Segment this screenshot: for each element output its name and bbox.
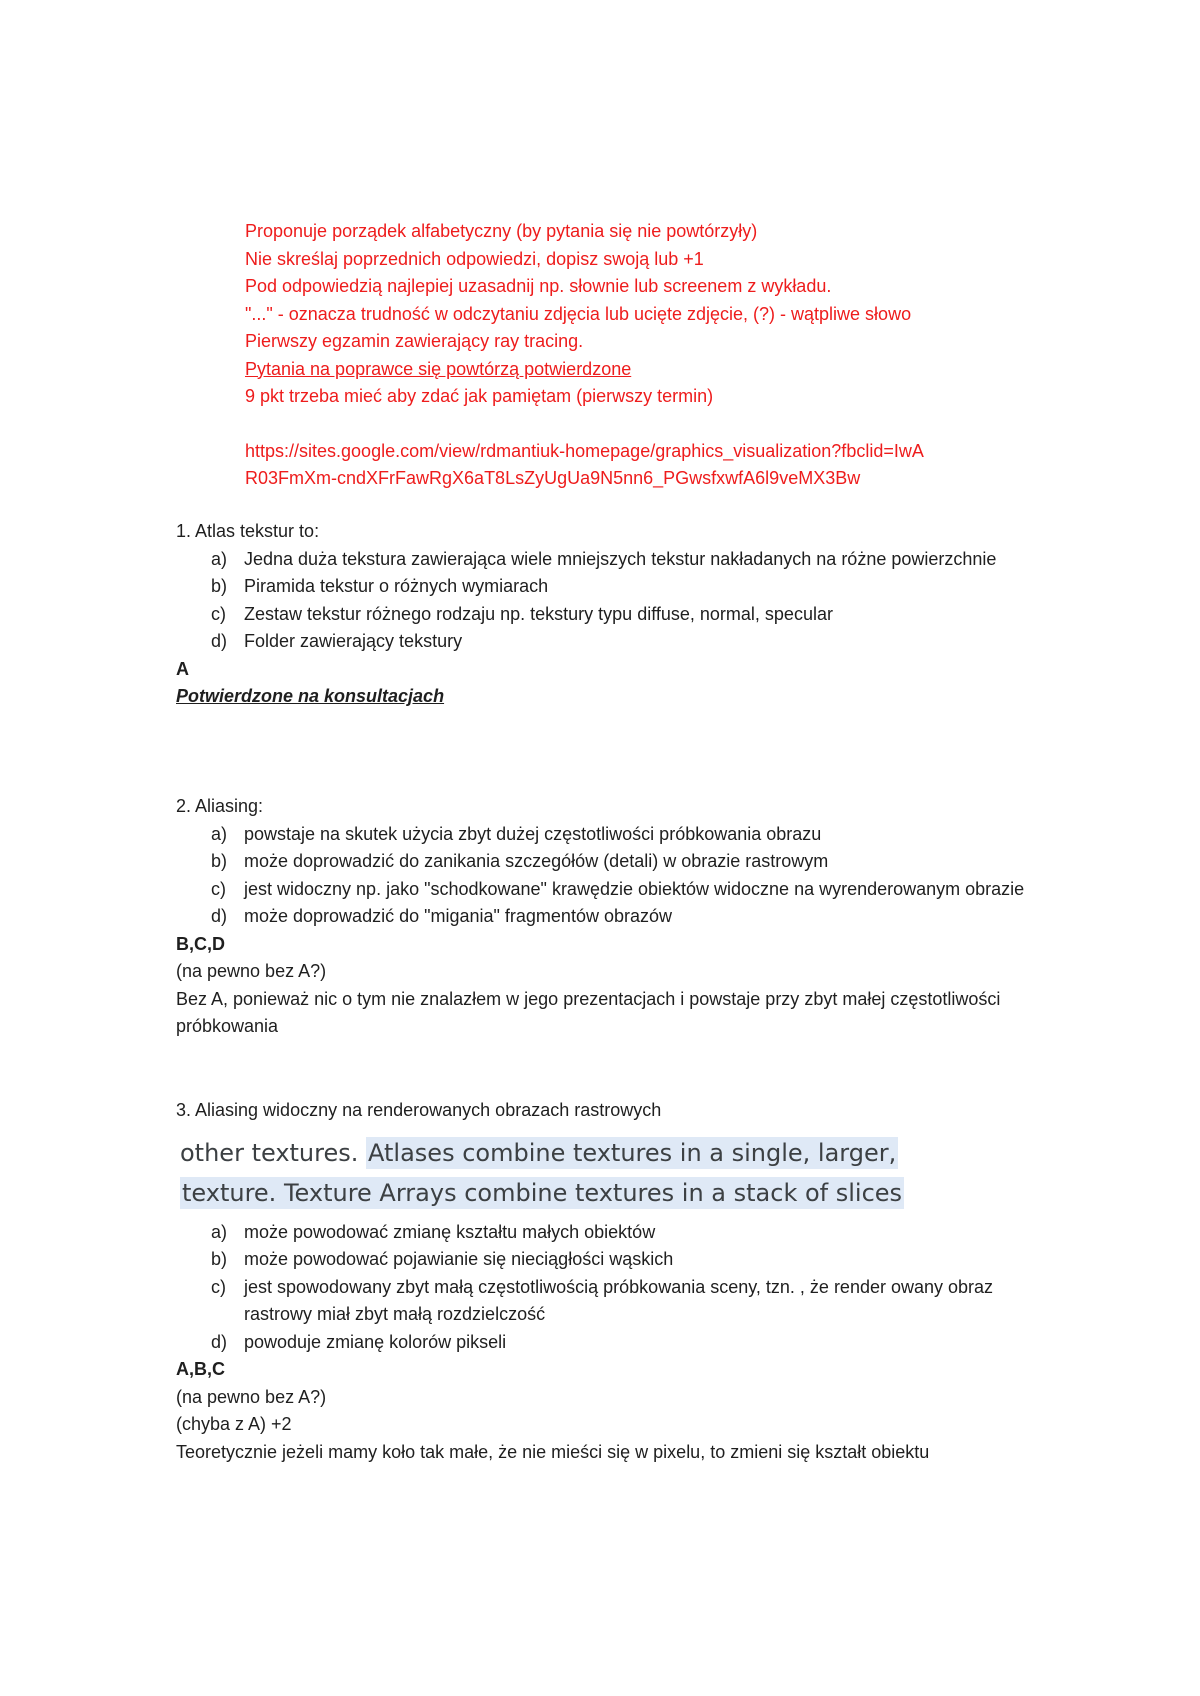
option-item xyxy=(176,876,1056,904)
screenshot-highlighted-text: Atlases combine textures in a single, larger, xyxy=(368,1138,897,1167)
option-item xyxy=(176,1274,1056,1329)
option-label: d) xyxy=(211,1331,228,1352)
option-item xyxy=(176,821,1056,849)
option-label: b) xyxy=(211,576,228,596)
option-text: jest widoczny np. jako "schodkowane" krawędzie obiektów widoczne na wyrenderowanym obrazie xyxy=(244,878,1025,899)
screenshot-line xyxy=(180,1173,960,1213)
explanation-text: Teoretycznie jeżeli mamy koło tak małe, że nie mieści się w pixelu, to zmieni się kształt obiektu xyxy=(176,1441,930,1462)
option-label: c) xyxy=(211,603,226,624)
option-label: a) xyxy=(211,823,228,844)
option-label: c) xyxy=(211,1276,226,1297)
option-text: powoduje zmianę kolorów pikseli xyxy=(244,1331,507,1352)
course-link[interactable]: https://sites.google.com/view/rdmantiuk-homepage/graphics_visualization?fbclid=IwA xyxy=(245,440,924,461)
option-text: może doprowadzić do "migania" fragmentów obrazów xyxy=(244,906,672,926)
intro-line: Pod odpowiedzią najlepiej uzasadnij np. słownie lub screenem z wykładu. xyxy=(245,276,832,296)
course-link-continued[interactable]: R03FmXm-cndXFrFawRgX6aT8LsZyUgUa9N5nn6_PGwsfxwfA6l9veMX3Bw xyxy=(245,468,861,488)
option-item xyxy=(176,903,1056,931)
option-item xyxy=(176,1246,1056,1274)
option-text: Piramida tekstur o różnych wymiarach xyxy=(244,576,549,596)
answer-text: A,B,C xyxy=(176,1359,225,1379)
intro-line: Pierwszy egzamin zawierający ray tracing. xyxy=(245,331,584,351)
question-title: 1. Atlas tekstur to: xyxy=(176,521,320,541)
question-2 xyxy=(176,793,1056,1041)
option-label: d) xyxy=(211,906,228,926)
screenshot-plain-text: other textures. xyxy=(180,1138,367,1167)
option-label: d) xyxy=(211,631,228,651)
option-item xyxy=(176,573,1056,601)
option-text: Jedna duża tekstura zawierająca wiele mniejszych tekstur nakładanych na różne powierzchnie xyxy=(244,548,997,569)
option-label: a) xyxy=(211,548,228,569)
intro-line: Nie skreślaj poprzednich odpowiedzi, dopisz swoją lub +1 xyxy=(245,248,704,269)
intro-line: "..." - oznacza trudność w odczytaniu zdjęcia lub ucięte zdjęcie, (?) - wątpliwe słowo xyxy=(245,303,912,324)
question-3 xyxy=(176,1097,1056,1466)
option-label: b) xyxy=(211,851,228,871)
option-label: c) xyxy=(211,878,226,899)
confirmed-note: Potwierdzone na konsultacjach xyxy=(176,686,445,706)
intro-line-underlined: Pytania na poprawce się powtórzą potwierdzone xyxy=(245,358,632,379)
option-item xyxy=(176,601,1056,629)
question-1 xyxy=(176,518,1056,711)
option-item xyxy=(176,848,1056,876)
explanation-text: Bez A, ponieważ nic o tym nie znalazłem w jego prezentacjach i powstaje przy zbyt małej częstotliwości próbkowania xyxy=(176,988,1001,1036)
option-list xyxy=(176,1219,1056,1357)
question-title: 2. Aliasing: xyxy=(176,796,264,816)
option-text: może doprowadzić do zanikania szczegółów (detali) w obrazie rastrowym xyxy=(244,851,829,871)
answer-text: B,C,D xyxy=(176,933,225,954)
option-label: a) xyxy=(211,1221,228,1242)
screenshot-highlighted-text: texture. Texture Arrays combine textures in a stack of slices xyxy=(182,1178,903,1207)
option-text: może powodować pojawianie się nieciągłości wąskich xyxy=(244,1249,674,1269)
option-text: może powodować zmianę kształtu małych obiektów xyxy=(244,1221,656,1242)
note-text: (na pewno bez A?) xyxy=(176,961,327,981)
option-list xyxy=(176,821,1056,931)
option-text: Zestaw tekstur różnego rodzaju np. tekstury typu diffuse, normal, specular xyxy=(244,603,833,624)
option-item xyxy=(176,628,1056,656)
option-item xyxy=(176,1329,1056,1357)
option-item xyxy=(176,546,1056,574)
option-list xyxy=(176,546,1056,656)
screenshot-line xyxy=(180,1133,960,1173)
answer-text: A xyxy=(176,658,189,679)
intro-line: 9 pkt trzeba mieć aby zdać jak pamiętam (pierwszy termin) xyxy=(245,386,714,406)
question-title: 3. Aliasing widoczny na renderowanych obrazach rastrowych xyxy=(176,1100,662,1120)
spacer xyxy=(245,411,1145,438)
option-label: b) xyxy=(211,1249,228,1269)
note-text: (na pewno bez A?) xyxy=(176,1386,327,1407)
option-text: powstaje na skutek użycia zbyt dużej częstotliwości próbkowania obrazu xyxy=(244,823,822,844)
lecture-screenshot xyxy=(180,1133,960,1213)
intro-line: Proponuje porządek alfabetyczny (by pytania się nie powtórzyły) xyxy=(245,221,758,241)
intro-notes xyxy=(245,218,1145,493)
option-item xyxy=(176,1219,1056,1247)
option-text: Folder zawierający tekstury xyxy=(244,631,463,651)
note-text: (chyba z A) +2 xyxy=(176,1414,292,1434)
option-text: jest spowodowany zbyt małą częstotliwością próbkowania sceny, tzn. , że render owany obraz rastrowy miał zbyt małą rozdzielczość xyxy=(244,1276,994,1324)
